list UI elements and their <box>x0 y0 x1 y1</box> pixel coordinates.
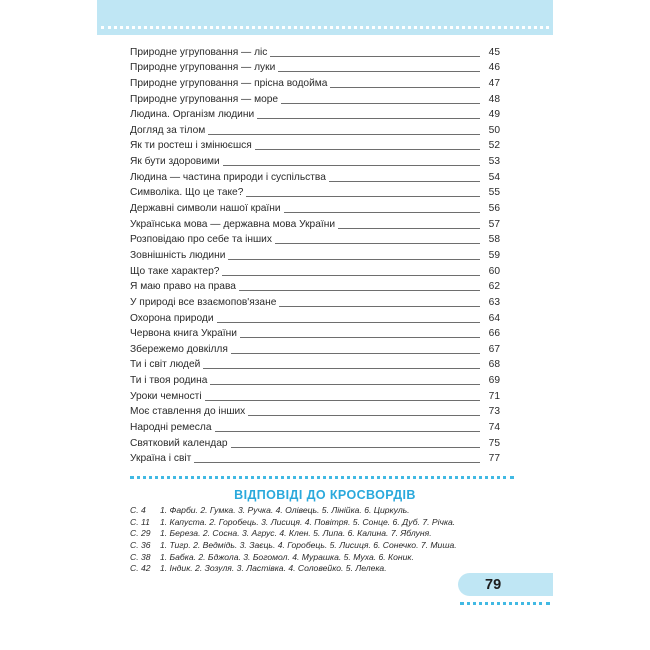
toc-leader <box>278 71 480 72</box>
toc-leader <box>281 103 480 104</box>
toc-leader <box>231 353 480 354</box>
toc-leader <box>228 259 480 260</box>
toc-entry <box>130 418 500 434</box>
toc-entry <box>130 168 500 184</box>
answer-text: 1. Береза. 2. Сосна. 3. Агрус. 4. Клен. 5. Липа. 6. Калина. 7. Яблуня. <box>160 528 432 539</box>
toc-title: Як ти ростеш і змінюєшся <box>130 140 252 152</box>
toc-page-number: 74 <box>488 422 500 434</box>
answer-row <box>130 517 500 529</box>
toc-title: Я маю право на права <box>130 281 236 293</box>
toc-page-number: 55 <box>488 187 500 199</box>
table-of-contents <box>130 43 500 465</box>
toc-entry <box>130 309 500 325</box>
toc-leader <box>240 337 480 338</box>
toc-entry <box>130 246 500 262</box>
toc-leader <box>338 228 480 229</box>
toc-title: Природне угруповання — прісна водойма <box>130 77 328 89</box>
toc-title: Символіка. Що це таке? <box>130 187 244 199</box>
toc-title: Україна і світ <box>130 453 192 465</box>
toc-title: Червона книга України <box>130 328 237 340</box>
toc-page-number: 73 <box>488 406 500 418</box>
answer-page-ref: С. 42 <box>130 563 151 574</box>
toc-page-number: 54 <box>488 171 500 183</box>
toc-page-number: 58 <box>488 234 500 246</box>
toc-entry <box>130 231 500 247</box>
toc-entry <box>130 121 500 137</box>
toc-leader <box>194 462 480 463</box>
toc-page-number: 60 <box>488 265 500 277</box>
toc-leader <box>203 368 480 369</box>
toc-entry <box>130 434 500 450</box>
toc-page-number: 69 <box>488 375 500 387</box>
toc-page-number: 67 <box>488 343 500 355</box>
toc-leader <box>217 322 480 323</box>
answer-row <box>130 528 500 540</box>
answer-text: 1. Індик. 2. Зозуля. 3. Ластівка. 4. Соловейко. 5. Лелека. <box>160 563 387 574</box>
toc-page-number: 48 <box>488 93 500 105</box>
toc-page-number: 62 <box>488 281 500 293</box>
toc-leader <box>257 118 480 119</box>
toc-title: Як бути здоровими <box>130 156 220 168</box>
toc-entry <box>130 184 500 200</box>
answer-text: 1. Бабка. 2. Бджола. 3. Богомол. 4. Мурашка. 5. Муха. 6. Коник. <box>160 551 414 562</box>
toc-leader <box>246 196 480 197</box>
toc-leader <box>231 447 480 448</box>
toc-title: Народні ремесла <box>130 422 212 434</box>
toc-entry <box>130 371 500 387</box>
page-number: 79 <box>485 577 502 593</box>
answer-row <box>130 540 500 552</box>
toc-title: Уроки чемності <box>130 390 202 402</box>
toc-page-number: 77 <box>488 453 500 465</box>
toc-leader <box>329 181 480 182</box>
toc-title: Збережемо довкілля <box>130 343 228 355</box>
toc-entry <box>130 403 500 419</box>
toc-entry <box>130 450 500 466</box>
toc-page-number: 75 <box>488 437 500 449</box>
toc-leader <box>210 384 480 385</box>
toc-title: Охорона природи <box>130 312 214 324</box>
answer-text: 1. Тигр. 2. Ведмідь. 3. Заєць. 4. Горобець. 5. Лисиця. 6. Сонечко. 7. Миша. <box>160 540 457 551</box>
toc-entry <box>130 356 500 372</box>
toc-title: Ти і світ людей <box>130 359 201 371</box>
answer-row <box>130 552 500 564</box>
toc-leader <box>255 149 480 150</box>
toc-page-number: 52 <box>488 140 500 152</box>
toc-page-number: 66 <box>488 328 500 340</box>
toc-page-number: 50 <box>488 124 500 136</box>
toc-title: Людина. Організм людини <box>130 109 255 121</box>
toc-title: Що таке характер? <box>130 265 220 277</box>
toc-title: Зовнішність людини <box>130 249 226 261</box>
top-dotted-line <box>101 26 549 29</box>
toc-entry <box>130 262 500 278</box>
toc-page-number: 64 <box>488 312 500 324</box>
toc-leader <box>275 243 480 244</box>
toc-title: Природне угруповання — море <box>130 93 279 105</box>
toc-title: Розповідаю про себе та інших <box>130 234 272 246</box>
toc-page-number: 49 <box>488 109 500 121</box>
crossword-answers-list <box>130 505 500 575</box>
toc-title: Святковий календар <box>130 437 228 449</box>
toc-entry <box>130 199 500 215</box>
toc-page-number: 71 <box>488 390 500 402</box>
toc-page-number: 59 <box>488 249 500 261</box>
toc-page-number: 63 <box>488 296 500 308</box>
page-number-tab <box>458 573 553 596</box>
answer-row <box>130 505 500 517</box>
answer-row <box>130 563 500 575</box>
answer-page-ref: С. 4 <box>130 505 146 515</box>
toc-page-number: 68 <box>488 359 500 371</box>
toc-title: У природі все взаємопов'язане <box>130 296 277 308</box>
toc-entry <box>130 152 500 168</box>
answer-page-ref: С. 38 <box>130 551 151 562</box>
top-decorative-band <box>97 0 553 35</box>
toc-page-number: 46 <box>488 62 500 74</box>
toc-leader <box>215 431 481 432</box>
toc-entry <box>130 215 500 231</box>
toc-leader <box>208 134 480 135</box>
toc-entry <box>130 293 500 309</box>
toc-page-number: 57 <box>488 218 500 230</box>
toc-leader <box>205 400 480 401</box>
toc-title: Людина — частина природи і суспільства <box>130 171 326 183</box>
toc-entry <box>130 90 500 106</box>
toc-title: Моє ставлення до інших <box>130 406 246 418</box>
toc-entry <box>130 340 500 356</box>
toc-title: Природне угруповання — ліс <box>130 46 268 58</box>
toc-entry <box>130 59 500 75</box>
toc-leader <box>248 415 480 416</box>
toc-title: Державні символи нашої країни <box>130 203 281 215</box>
toc-entry <box>130 74 500 90</box>
toc-leader <box>223 165 480 166</box>
toc-leader <box>239 290 480 291</box>
answer-page-ref: С. 36 <box>130 540 151 551</box>
answer-text: 1. Фарби. 2. Гумка. 3. Ручка. 4. Олівець. 5. Лінійка. 6. Циркуль. <box>160 505 410 515</box>
answer-page-ref: С. 11 <box>130 516 150 527</box>
toc-page-number: 45 <box>488 46 500 58</box>
toc-page-number: 47 <box>488 77 500 89</box>
toc-entry <box>130 106 500 122</box>
answer-page-ref: С. 29 <box>130 528 151 539</box>
toc-leader <box>270 56 480 57</box>
toc-entry <box>130 387 500 403</box>
toc-leader <box>279 306 480 307</box>
toc-title: Природне угруповання — луки <box>130 62 276 74</box>
answer-text: 1. Капуста. 2. Горобець. 3. Лисиця. 4. Повітря. 5. Сонце. 6. Дуб. 7. Річка. <box>160 516 456 527</box>
toc-title: Догляд за тілом <box>130 124 206 136</box>
toc-entry <box>130 137 500 153</box>
answers-heading: ВІДПОВІДІ ДО КРОСВОРДІВ <box>234 488 416 502</box>
bottom-dotted-line <box>460 602 550 605</box>
toc-page-number: 56 <box>488 203 500 215</box>
toc-entry <box>130 43 500 59</box>
section-dotted-divider <box>130 476 514 479</box>
toc-title: Українська мова — державна мова України <box>130 218 336 230</box>
toc-entry <box>130 278 500 294</box>
toc-title: Ти і твоя родина <box>130 375 208 387</box>
toc-leader <box>222 275 480 276</box>
toc-entry <box>130 325 500 341</box>
toc-page-number: 53 <box>488 156 500 168</box>
toc-leader <box>284 212 480 213</box>
toc-leader <box>330 87 480 88</box>
